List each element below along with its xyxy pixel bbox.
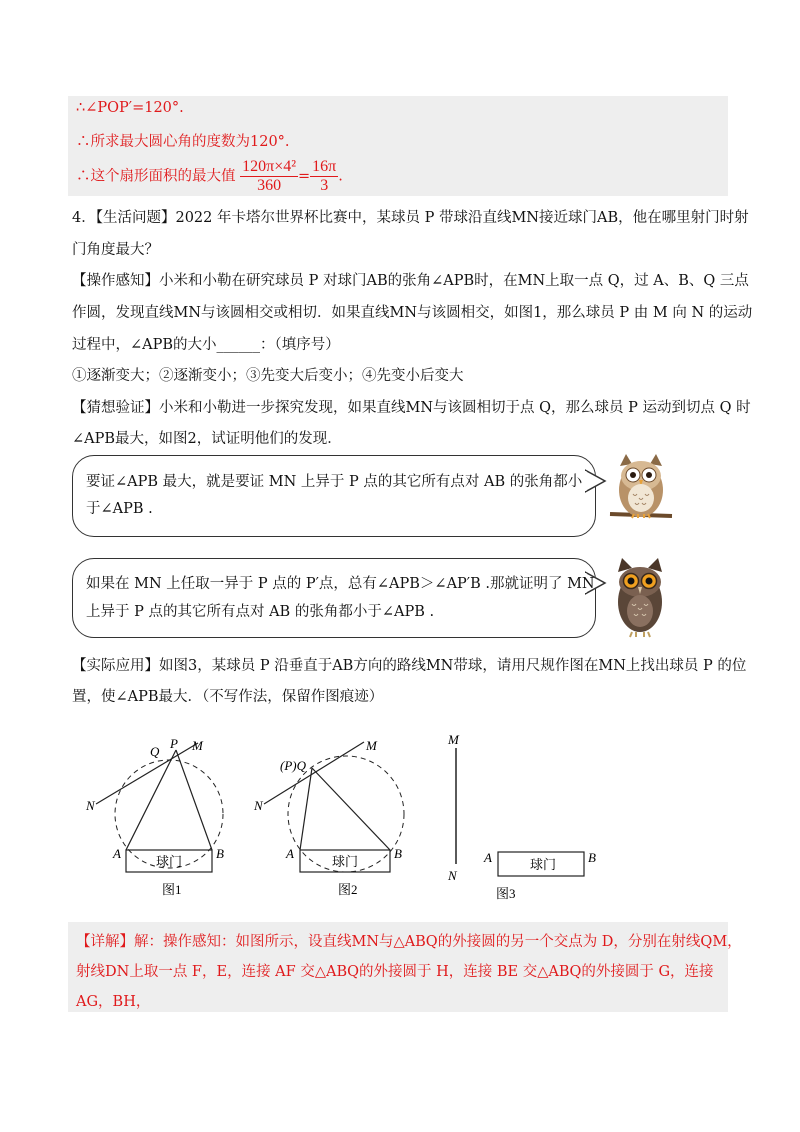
- fraction-1: [240, 158, 298, 195]
- fraction-1-numerator: 120π×4²: [242, 158, 297, 175]
- problem-line-6: ①逐渐变大；②逐渐变小；③先变大后变小；④先变小后变大: [72, 368, 464, 384]
- figure-3-goal-label: 球门: [530, 857, 557, 872]
- figure-1-label-m: M: [192, 738, 203, 753]
- figure-2-label-a: A: [286, 846, 294, 861]
- figure-1: [80, 728, 250, 908]
- application-line-2: 置，使∠APB最大．（不写作法，保留作图痕迹）: [72, 689, 384, 705]
- owl-icon: [610, 556, 670, 638]
- problem-line-8: ∠APB最大，如图2，试证明他们的发现．: [72, 431, 342, 447]
- figure-1-goal-label: 球门: [156, 854, 183, 869]
- answer-line-1: 【详解】解：操作感知：如图所示，设直线MN与△ABQ的外接圆的另一个交点为 D，分别在射线QM，: [76, 934, 742, 950]
- problem-line-2: 门角度最大？: [72, 242, 159, 258]
- figure-3-label-a: A: [484, 850, 492, 865]
- speech-bubble-2: [72, 558, 596, 638]
- bubble-2-line-2: 上异于 P 点的其它所有点对 AB 的张角都小于∠APB .: [86, 604, 435, 620]
- figure-1-label-b: B: [216, 846, 224, 861]
- problem-line-1: 4．【生活问题】2022 年卡塔尔世界杯比赛中，某球员 P 带球沿直线MN接近球门AB，他在哪里射门时射: [72, 210, 749, 226]
- problem-line-5: 过程中，∠APB的大小______：（填序号）: [72, 337, 340, 353]
- figure-2: [248, 728, 418, 908]
- fraction-2-numerator: 16π: [312, 158, 337, 175]
- solution-line-3-prefix: ∴这个扇形面积的最大值: [76, 168, 236, 185]
- figure-2-label-b: B: [394, 846, 402, 861]
- owl-icon: [606, 448, 676, 528]
- figure-2-label-m: M: [366, 738, 377, 753]
- figure-1-label-n: N: [86, 798, 95, 813]
- equals-sign: =: [298, 168, 311, 185]
- figure-1-label-q: Q: [150, 744, 160, 759]
- answer-line-2: 射线DN上取一点 F，E，连接 AF 交△ABQ的外接圆于 H，连接 BE 交△ABQ的外接圆于 G，连接: [76, 964, 714, 980]
- answer-line-3: AG，BH，: [76, 994, 151, 1010]
- solution-line-1: ∴∠POP′=120°.: [76, 100, 184, 116]
- problem-line-3: 【操作感知】小米和小勒在研究球员 P 对球门AB的张角∠APB时，在MN上取一点 Q，过 A、B、Q 三点: [72, 273, 749, 289]
- application-line-1: 【实际应用】如图3，某球员 P 沿垂直于AB方向的路线MN带球，请用尺规作图在MN上找出球员 P 的位: [72, 658, 747, 674]
- figure-1-caption: 图1: [162, 882, 182, 897]
- bubble-1-line-2: 于∠APB .: [86, 501, 153, 517]
- figure-2-label-pq: (P)Q: [280, 758, 306, 773]
- figure-2-line-mn: [264, 742, 364, 804]
- solution-line-3-suffix: .: [338, 168, 343, 185]
- figure-1-circle: [115, 760, 223, 868]
- figure-3-label-n: N: [448, 868, 457, 883]
- figure-1-label-a: A: [113, 846, 121, 861]
- figure-3: [440, 728, 610, 908]
- figure-3-label-b: B: [588, 850, 596, 865]
- fraction-2: [310, 158, 338, 195]
- figure-2-label-n: N: [254, 798, 263, 813]
- problem-line-4: 作圆，发现直线MN与该圆相交或相切．如果直线MN与该圆相交，如图1，那么球员 P 由 M 向 N 的运动: [72, 305, 753, 321]
- fraction-1-denominator: 360: [257, 177, 282, 194]
- speech-bubble-1: [72, 455, 596, 537]
- figure-3-caption: 图3: [496, 886, 516, 901]
- figure-1-label-p: P: [170, 736, 178, 751]
- figure-1-line-pb: [176, 750, 212, 850]
- figure-2-goal-label: 球门: [332, 854, 359, 869]
- figure-1-line-pa: [126, 750, 176, 850]
- bubble-1-line-1: 要证∠APB 最大，就是要证 MN 上异于 P 点的其它所有点对 AB 的张角都小: [86, 474, 583, 490]
- bubble-2-line-1: 如果在 MN 上任取一异于 P 点的 P′点，总有∠APB＞∠AP′B .那就证明了 MN: [86, 576, 595, 592]
- fraction-2-denominator: 3: [320, 177, 329, 194]
- bubble-1-tail: [585, 468, 607, 494]
- figure-1-line-mn: [96, 743, 198, 804]
- figure-2-line-qb: [312, 768, 390, 850]
- solution-line-3: [76, 158, 343, 195]
- figure-2-caption: 图2: [338, 882, 358, 897]
- figure-3-label-m: M: [448, 732, 459, 747]
- problem-line-7: 【猜想验证】小米和小勒进一步探究发现，如果直线MN与该圆相切于点 Q，那么球员 P 运动到切点 Q 时: [72, 400, 751, 416]
- solution-line-2: ∴所求最大圆心角的度数为120°.: [76, 134, 290, 150]
